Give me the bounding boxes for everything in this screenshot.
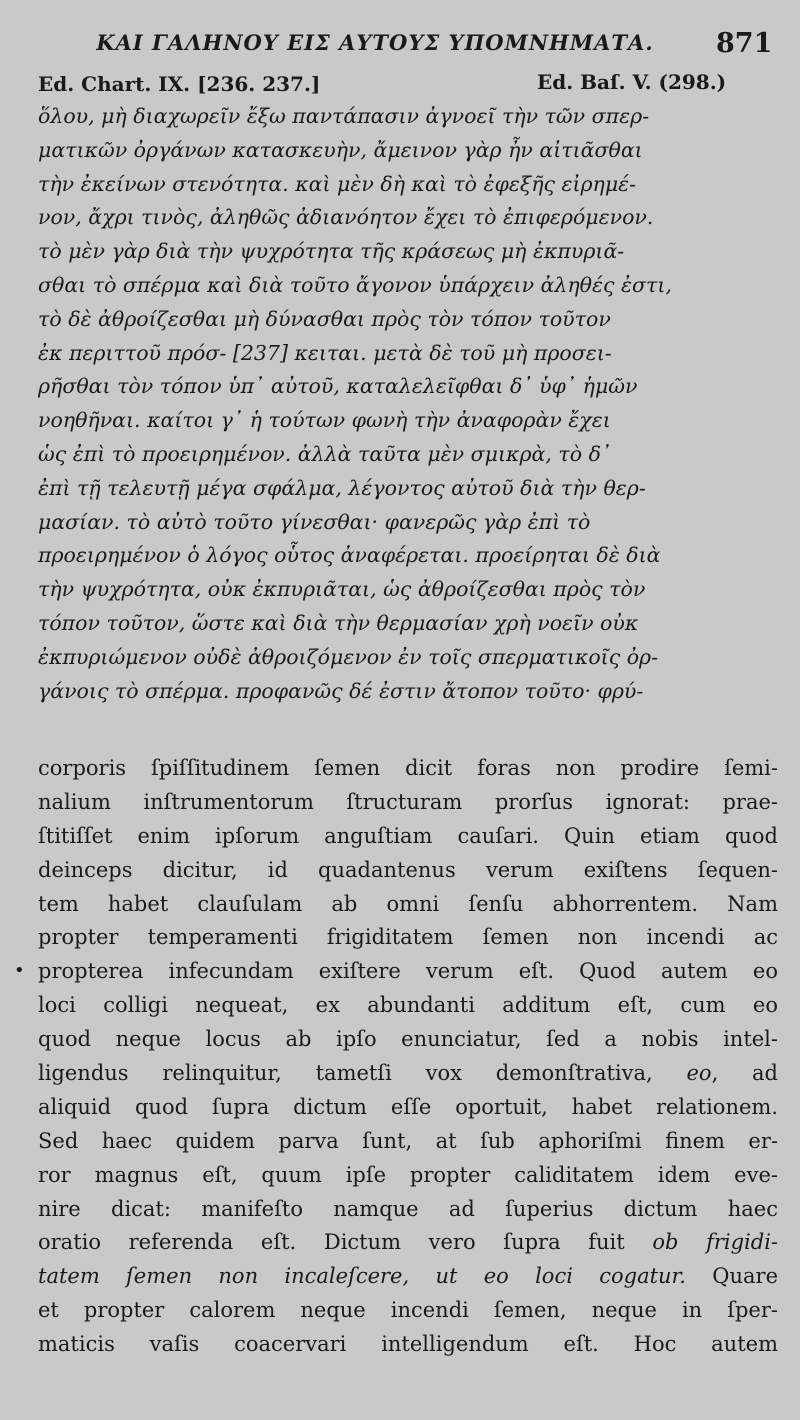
latin-line bbox=[38, 921, 778, 955]
greek-line: τὴν ψυχρότητα, οὐκ ἐκπυριᾶται, ὡς ἀθροίζεσθαι πρὸς τὸν bbox=[38, 577, 646, 602]
edition-reference-basel: Ed. Baſ. V. (298.) bbox=[537, 70, 727, 94]
text-segment: et propter calorem neque incendi ſemen, neque in ſper- bbox=[38, 1298, 778, 1323]
greek-line: σθαι τὸ σπέρμα καὶ διὰ τοῦτο ἄγονον ὑπάρχειν ἀληθές ἐστι, bbox=[38, 272, 672, 297]
text-segment: oratio referenda eſt. Dictum vero ſupra fuit bbox=[38, 1230, 653, 1255]
greek-line: ὡς ἐπὶ τὸ προειρημένον. ἀλλὰ ταῦτα μὲν σμικρὰ, τὸ δ᾽ bbox=[38, 441, 612, 466]
latin-translation-block bbox=[38, 752, 778, 1362]
greek-line: ἐπὶ τῇ τελευτῇ μέγα σφάλμα, λέγοντος αὐτοῦ διὰ τὴν θερ- bbox=[38, 475, 646, 500]
text-segment: ror magnus eſt, quum ipſe propter caliditatem idem eve- bbox=[38, 1162, 778, 1187]
text-segment: , ad bbox=[711, 1061, 778, 1086]
text-segment: Sed haec quidem parva ſunt, at ſub aphoriſmi finem er- bbox=[38, 1128, 778, 1153]
latin-line bbox=[38, 1294, 778, 1328]
greek-line: μασίαν. τὸ αὐτὸ τοῦτο γίνεσθαι· φανερῶς γὰρ ἐπὶ τὸ bbox=[38, 509, 591, 534]
greek-line: γάνοις τὸ σπέρμα. προφανῶς δέ ἐστιν ἄτοπον τοῦτο· φρύ- bbox=[38, 678, 644, 703]
italic-segment: tatem ſemen non incaleſcere, ut eo loci cogatur. bbox=[38, 1264, 686, 1289]
italic-segment: ob frigidi- bbox=[652, 1230, 779, 1255]
latin-line bbox=[38, 752, 778, 786]
greek-line: νον, ἄχρι τινὸς, ἀληθῶς ἀδιανόητον ἔχει τὸ ἐπιφερόμενον. bbox=[38, 205, 654, 230]
text-segment: loci colligi nequeat, ex abundanti additum eſt, cum eo bbox=[38, 993, 778, 1018]
latin-line bbox=[38, 1159, 778, 1193]
text-segment: tem habet clauſulam ab omni ſenſu abhorrentem. Nam bbox=[38, 891, 778, 916]
latin-line bbox=[38, 1057, 778, 1091]
text-segment: maticis vaſis coacervari intelligendum eſt. Hoc autem bbox=[38, 1332, 778, 1357]
latin-line bbox=[38, 955, 778, 989]
greek-line: προειρημένον ὁ λόγος οὗτος ἀναφέρεται. προείρηται δὲ διὰ bbox=[38, 543, 661, 568]
greek-line: ἐκ περιττοῦ πρόσ- [237] κειται. μετὰ δὲ τοῦ μὴ προσει- bbox=[38, 340, 612, 365]
latin-line bbox=[38, 888, 778, 922]
greek-line: τὸ μὲν γὰρ διὰ τὴν ψυχρότητα τῆς κράσεως μὴ ἐκπυριᾶ- bbox=[38, 239, 625, 264]
greek-line: ὅλου, μὴ διαχωρεῖν ἔξω παντάπασιν ἀγνοεῖ τὴν τῶν σπερ- bbox=[38, 104, 650, 128]
latin-line bbox=[38, 989, 778, 1023]
latin-line bbox=[38, 1226, 778, 1260]
text-segment: corporis ſpiſſitudinem ſemen dicit foras non prodire ſemi- bbox=[38, 756, 778, 780]
text-segment: propterea infecundam exiſtere verum eſt. Quod autem eo bbox=[38, 959, 778, 984]
latin-line bbox=[38, 786, 778, 820]
latin-line bbox=[38, 820, 778, 854]
text-segment: propter temperamenti frigiditatem ſemen non incendi ac bbox=[38, 925, 778, 950]
italic-segment: eo bbox=[686, 1061, 712, 1086]
greek-line: τὴν ἐκείνων στενότητα. καὶ μὲν δὴ καὶ τὸ ἐφεξῆς εἰρημέ- bbox=[38, 171, 637, 196]
text-segment: nalium inſtrumentorum ſtructuram prorſus ignorat: prae- bbox=[38, 789, 778, 814]
text-segment: nire dicat: manifeſto namque ad ſuperius dictum haec bbox=[38, 1196, 778, 1221]
latin-line bbox=[38, 1193, 778, 1227]
latin-line bbox=[38, 1328, 778, 1362]
greek-line: ρῆσθαι τὸν τόπον ὑπ᾽ αὐτοῦ, καταλελεῖφθαι δ᾽ ὑφ᾽ ἡμῶν bbox=[38, 374, 638, 399]
margin-mark: • bbox=[14, 960, 25, 981]
latin-line bbox=[38, 1023, 778, 1057]
latin-line bbox=[38, 1125, 778, 1159]
text-segment: Quare bbox=[685, 1264, 778, 1289]
text-segment: aliquid quod ſupra dictum eſſe oportuit, habet relationem. bbox=[38, 1094, 778, 1119]
greek-line: ἐκπυριώμενον οὐδὲ ἀθροιζόμενον ἐν τοῖς σπερματικοῖς ὀρ- bbox=[38, 644, 659, 669]
running-head: ΚΑΙ ΓΑΛΗΝΟΥ ΕΙΣ ΑΥΤΟΥΣ ΥΠΟΜΝΗΜΑΤΑ. bbox=[96, 30, 654, 55]
greek-line: νοηθῆναι. καίτοι γ᾽ ἡ τούτων φωνὴ τὴν ἀναφορὰν ἔχει bbox=[38, 408, 611, 433]
greek-line: τὸ δὲ ἀθροίζεσθαι μὴ δύνασθαι πρὸς τὸν τόπον τοῦτον bbox=[38, 306, 611, 331]
latin-line bbox=[38, 854, 778, 888]
page-number: 871 bbox=[716, 28, 773, 59]
text-segment: quod neque locus ab ipſo enunciatur, ſed a nobis intel- bbox=[38, 1027, 778, 1052]
text-segment: deinceps dicitur, id quadantenus verum exiſtens ſequen- bbox=[38, 857, 778, 882]
text-segment: ligendus relinquitur, tametſi vox demonſtrativa, bbox=[38, 1061, 687, 1086]
latin-line bbox=[38, 1091, 778, 1125]
greek-line: τόπον τοῦτον, ὥστε καὶ διὰ τὴν θερμασίαν χρὴ νοεῖν οὐκ bbox=[38, 610, 639, 635]
latin-line bbox=[38, 1260, 778, 1294]
edition-reference-chartier: Ed. Chart. IX. [236. 237.] bbox=[38, 72, 321, 96]
greek-line: ματικῶν ὀργάνων κατασκευὴν, ἄμεινον γὰρ ἦν αἰτιᾶσθαι bbox=[38, 137, 643, 162]
text-segment: ſtitiſſet enim ipſorum anguſtiam cauſari. Quin etiam quod bbox=[38, 823, 778, 848]
greek-text-block bbox=[38, 100, 778, 708]
